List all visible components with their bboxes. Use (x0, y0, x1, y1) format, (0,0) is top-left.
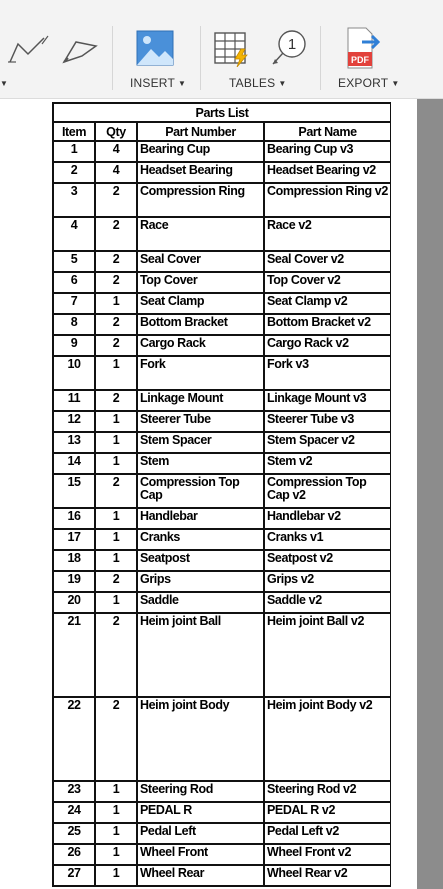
cell-number[interactable]: Seat Clamp (137, 293, 264, 314)
cell-item[interactable]: 8 (53, 314, 95, 335)
cell-name[interactable]: Pedal Left v2 (264, 823, 391, 844)
table-row[interactable] (53, 251, 391, 272)
cell-name[interactable]: Bottom Bracket v2 (264, 314, 391, 335)
cell-item[interactable]: 13 (53, 432, 95, 453)
table-row[interactable] (53, 411, 391, 432)
cell-number[interactable]: Top Cover (137, 272, 264, 293)
cell-name[interactable]: Seat Clamp v2 (264, 293, 391, 314)
cell-item[interactable]: 18 (53, 550, 95, 571)
parts-list-table[interactable] (52, 102, 391, 887)
cell-number[interactable]: Compression Ring (137, 183, 264, 217)
cell-number[interactable]: Cranks (137, 529, 264, 550)
cell-number[interactable]: Heim joint Ball (137, 613, 264, 697)
table-row[interactable] (53, 314, 391, 335)
cell-name[interactable]: Cranks v1 (264, 529, 391, 550)
cell-item[interactable]: 25 (53, 823, 95, 844)
cell-number[interactable]: Headset Bearing (137, 162, 264, 183)
cell-item[interactable]: 5 (53, 251, 95, 272)
cell-name[interactable]: Compression Top Cap v2 (264, 474, 391, 508)
cell-name[interactable]: Compression Ring v2 (264, 183, 391, 217)
table-row[interactable] (53, 550, 391, 571)
cell-name[interactable]: Heim joint Ball v2 (264, 613, 391, 697)
chevron-down-icon[interactable]: ▼ (0, 79, 8, 88)
cell-item[interactable]: 22 (53, 697, 95, 781)
cell-number[interactable]: Stem (137, 453, 264, 474)
cell-qty[interactable]: 2 (95, 183, 137, 217)
cell-name[interactable]: Bearing Cup v3 (264, 141, 391, 162)
cell-item[interactable]: 14 (53, 453, 95, 474)
table-row[interactable] (53, 571, 391, 592)
cell-number[interactable]: Wheel Front (137, 844, 264, 865)
cell-qty[interactable]: 2 (95, 613, 137, 697)
chevron-down-icon: ▼ (391, 79, 400, 88)
column-header-part-number[interactable]: Part Number (137, 122, 264, 141)
cell-name[interactable]: Wheel Front v2 (264, 844, 391, 865)
cell-name[interactable]: Fork v3 (264, 356, 391, 390)
cell-qty[interactable]: 1 (95, 356, 137, 390)
cell-number[interactable]: Grips (137, 571, 264, 592)
cell-item[interactable]: 2 (53, 162, 95, 183)
cell-qty[interactable]: 2 (95, 474, 137, 508)
table-row[interactable] (53, 390, 391, 411)
cell-qty[interactable]: 1 (95, 508, 137, 529)
drawing-toolbar (0, 0, 443, 99)
polyline-dimension-icon (6, 32, 52, 68)
table-row[interactable] (53, 453, 391, 474)
leader-tool-button[interactable] (58, 32, 104, 68)
cell-qty[interactable]: 1 (95, 432, 137, 453)
table-row[interactable] (53, 802, 391, 823)
cell-item[interactable]: 17 (53, 529, 95, 550)
table-row[interactable] (53, 823, 391, 844)
cell-number[interactable]: Seatpost (137, 550, 264, 571)
cell-number[interactable]: Bearing Cup (137, 141, 264, 162)
cell-item[interactable]: 6 (53, 272, 95, 293)
cell-name[interactable]: Race v2 (264, 217, 391, 251)
cell-number[interactable]: Stem Spacer (137, 432, 264, 453)
cell-qty[interactable]: 1 (95, 529, 137, 550)
table-button[interactable] (212, 28, 254, 68)
cell-name[interactable]: Steering Rod v2 (264, 781, 391, 802)
cell-item[interactable]: 4 (53, 217, 95, 251)
cell-name[interactable]: Handlebar v2 (264, 508, 391, 529)
cell-item[interactable]: 9 (53, 335, 95, 356)
dimension-tool-button[interactable] (6, 32, 52, 68)
table-row[interactable] (53, 356, 391, 390)
cell-qty[interactable]: 1 (95, 592, 137, 613)
cell-qty[interactable]: 2 (95, 335, 137, 356)
cell-qty[interactable]: 1 (95, 550, 137, 571)
cell-item[interactable]: 19 (53, 571, 95, 592)
table-row[interactable] (53, 335, 391, 356)
cell-qty[interactable]: 2 (95, 272, 137, 293)
chevron-down-icon: ▼ (278, 79, 287, 88)
cell-number[interactable]: Seal Cover (137, 251, 264, 272)
cell-item[interactable]: 26 (53, 844, 95, 865)
balloon-number: 1 (287, 36, 297, 53)
insert-label: INSERT (130, 76, 175, 90)
arrow-leader-icon (58, 32, 104, 68)
cell-qty[interactable]: 1 (95, 293, 137, 314)
cell-item[interactable]: 23 (53, 781, 95, 802)
vertical-scrollbar[interactable] (417, 99, 443, 889)
cell-name[interactable]: Linkage Mount v3 (264, 390, 391, 411)
table-icon (213, 29, 253, 67)
cell-name[interactable]: Headset Bearing v2 (264, 162, 391, 183)
cell-qty[interactable]: 2 (95, 571, 137, 592)
parts-list-title: Parts List (53, 103, 391, 122)
balloon-button[interactable] (270, 28, 310, 68)
cell-qty[interactable]: 2 (95, 697, 137, 781)
cell-number[interactable]: Steerer Tube (137, 411, 264, 432)
pdf-export-icon (344, 26, 388, 70)
cell-item[interactable]: 24 (53, 802, 95, 823)
cell-qty[interactable]: 1 (95, 823, 137, 844)
image-icon (135, 29, 175, 67)
cell-number[interactable]: Wheel Rear (137, 865, 264, 886)
cell-qty[interactable]: 2 (95, 314, 137, 335)
cell-number[interactable]: Saddle (137, 592, 264, 613)
cell-number[interactable]: Compression Top Cap (137, 474, 264, 508)
cell-qty[interactable]: 4 (95, 141, 137, 162)
cell-qty[interactable]: 4 (95, 162, 137, 183)
cell-item[interactable]: 27 (53, 865, 95, 886)
cell-name[interactable]: Wheel Rear v2 (264, 865, 391, 886)
cell-item[interactable]: 3 (53, 183, 95, 217)
table-row[interactable] (53, 508, 391, 529)
cell-qty[interactable]: 1 (95, 802, 137, 823)
cell-number[interactable]: Heim joint Body (137, 697, 264, 781)
cell-item[interactable]: 7 (53, 293, 95, 314)
cell-item[interactable]: 12 (53, 411, 95, 432)
table-row[interactable] (53, 781, 391, 802)
cell-name[interactable]: Stem v2 (264, 453, 391, 474)
cell-item[interactable]: 20 (53, 592, 95, 613)
chevron-down-icon: ▼ (178, 79, 187, 88)
cell-name[interactable]: Seatpost v2 (264, 550, 391, 571)
table-row[interactable] (53, 183, 391, 217)
cell-number[interactable]: Pedal Left (137, 823, 264, 844)
table-row[interactable] (53, 529, 391, 550)
pdf-text: PDF (351, 55, 369, 65)
cell-name[interactable]: Seal Cover v2 (264, 251, 391, 272)
cell-name[interactable]: Cargo Rack v2 (264, 335, 391, 356)
cell-qty[interactable]: 1 (95, 781, 137, 802)
tables-label: TABLES (229, 76, 276, 90)
cell-item[interactable]: 10 (53, 356, 95, 390)
table-row[interactable] (53, 162, 391, 183)
balloon-icon (270, 28, 310, 68)
export-menu[interactable] (338, 76, 399, 90)
cell-number[interactable]: Fork (137, 356, 264, 390)
table-row[interactable] (53, 592, 391, 613)
parts-list-body (53, 141, 391, 886)
table-row[interactable] (53, 141, 391, 162)
table-row[interactable] (53, 474, 391, 508)
cell-number[interactable]: Linkage Mount (137, 390, 264, 411)
cell-name[interactable]: Steerer Tube v3 (264, 411, 391, 432)
table-row[interactable] (53, 432, 391, 453)
table-row[interactable] (53, 613, 391, 697)
insert-menu[interactable] (130, 76, 186, 90)
column-header-part-name[interactable]: Part Name (264, 122, 391, 141)
cell-name[interactable]: Top Cover v2 (264, 272, 391, 293)
cell-qty[interactable]: 2 (95, 217, 137, 251)
cell-number[interactable]: Race (137, 217, 264, 251)
tables-menu[interactable] (229, 76, 286, 90)
cell-name[interactable]: PEDAL R v2 (264, 802, 391, 823)
cell-qty[interactable]: 1 (95, 844, 137, 865)
cell-item[interactable]: 11 (53, 390, 95, 411)
column-header-qty[interactable]: Qty (95, 122, 137, 141)
cell-number[interactable]: Cargo Rack (137, 335, 264, 356)
cell-qty[interactable]: 1 (95, 865, 137, 886)
cell-name[interactable]: Grips v2 (264, 571, 391, 592)
cell-item[interactable]: 16 (53, 508, 95, 529)
cell-qty[interactable]: 1 (95, 411, 137, 432)
cell-number[interactable]: PEDAL R (137, 802, 264, 823)
cell-name[interactable]: Stem Spacer v2 (264, 432, 391, 453)
cell-item[interactable]: 15 (53, 474, 95, 508)
insert-image-button[interactable] (133, 28, 177, 68)
cell-item[interactable]: 1 (53, 141, 95, 162)
parts-list-sheet[interactable] (52, 102, 391, 889)
cell-qty[interactable]: 1 (95, 453, 137, 474)
table-row[interactable] (53, 865, 391, 886)
cell-name[interactable]: Saddle v2 (264, 592, 391, 613)
cell-item[interactable]: 21 (53, 613, 95, 697)
table-row[interactable] (53, 272, 391, 293)
export-label: EXPORT (338, 76, 389, 90)
cell-qty[interactable]: 2 (95, 251, 137, 272)
cell-number[interactable]: Steering Rod (137, 781, 264, 802)
cell-name[interactable]: Heim joint Body v2 (264, 697, 391, 781)
column-header-item[interactable]: Item (53, 122, 95, 141)
table-row[interactable] (53, 293, 391, 314)
table-row[interactable] (53, 844, 391, 865)
export-pdf-button[interactable] (344, 26, 388, 70)
cell-number[interactable]: Bottom Bracket (137, 314, 264, 335)
table-row[interactable] (53, 697, 391, 781)
table-row[interactable] (53, 217, 391, 251)
cell-qty[interactable]: 2 (95, 390, 137, 411)
cell-number[interactable]: Handlebar (137, 508, 264, 529)
